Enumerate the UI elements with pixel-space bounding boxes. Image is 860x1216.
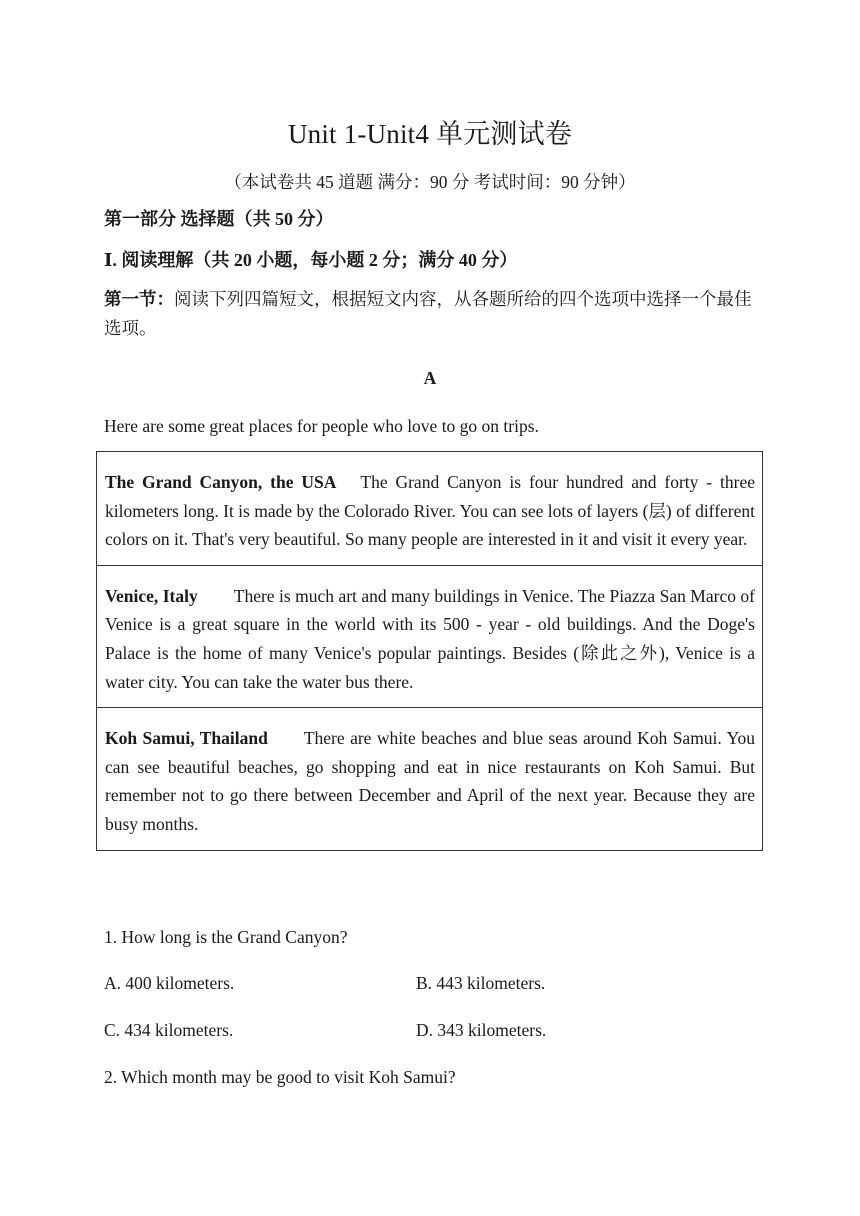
part-heading: 第一部分 选择题（共 50 分） <box>104 209 334 229</box>
question-1: 1. How long is the Grand Canyon? <box>104 927 348 947</box>
section-heading: Ⅰ. 阅读理解（共 20 小题，每小题 2 分；满分 40 分） <box>104 250 518 270</box>
instruction-label: 第一节： <box>104 289 174 309</box>
option-d: D. 343 kilometers. <box>416 1020 547 1040</box>
place-cell-grand-canyon <box>97 452 762 566</box>
option-c: C. 434 kilometers. <box>104 1020 234 1040</box>
option-b: B. 443 kilometers. <box>416 973 546 993</box>
place-text: The Grand Canyon is four hundred and forty - three kilometers long. It is made by the Colorado River. You can see lots of layers (层) of different colors on it. That's very beautiful. So many people are interested in it and visit it every year. <box>105 472 755 550</box>
option-a: A. 400 kilometers. <box>104 973 235 993</box>
passage-lead: Here are some great places for people who love to go on trips. <box>104 416 539 436</box>
page-title: Unit 1-Unit4 单元测试卷 <box>287 119 573 149</box>
place-text: There is much art and many buildings in Venice. The Piazza San Marco of Venice is a great square in the world with its 500 - year - old buildings. And the Doge's Palace is the home of many Venice's popular paintings. Besides (除此之外), Venice is a water city. You can take the water bus there. <box>105 585 755 692</box>
place-name: Koh Samui, Thailand <box>105 728 268 749</box>
places-table <box>96 451 763 851</box>
instruction <box>104 285 760 343</box>
place-text: There are white beaches and blue seas around Koh Samui. You can see beautiful beaches, go shopping and eat in nice restaurants on Koh Samui. But remember not to go there between December and April of the next year. Because they are busy months. <box>105 728 755 834</box>
place-name: Venice, Italy <box>105 585 198 606</box>
passage-label: A <box>423 368 437 388</box>
place-cell-venice <box>97 566 762 708</box>
instruction-text: 阅读下列四篇短文，根据短文内容，从各题所给的四个选项中选择一个最佳选项。 <box>104 289 752 338</box>
exam-info: （本试卷共 45 道题 满分：90 分 考试时间：90 分钟） <box>224 172 636 192</box>
place-name: The Grand Canyon, the USA <box>105 472 337 492</box>
question-2: 2. Which month may be good to visit Koh Samui? <box>104 1067 456 1087</box>
place-cell-koh-samui <box>97 708 762 849</box>
